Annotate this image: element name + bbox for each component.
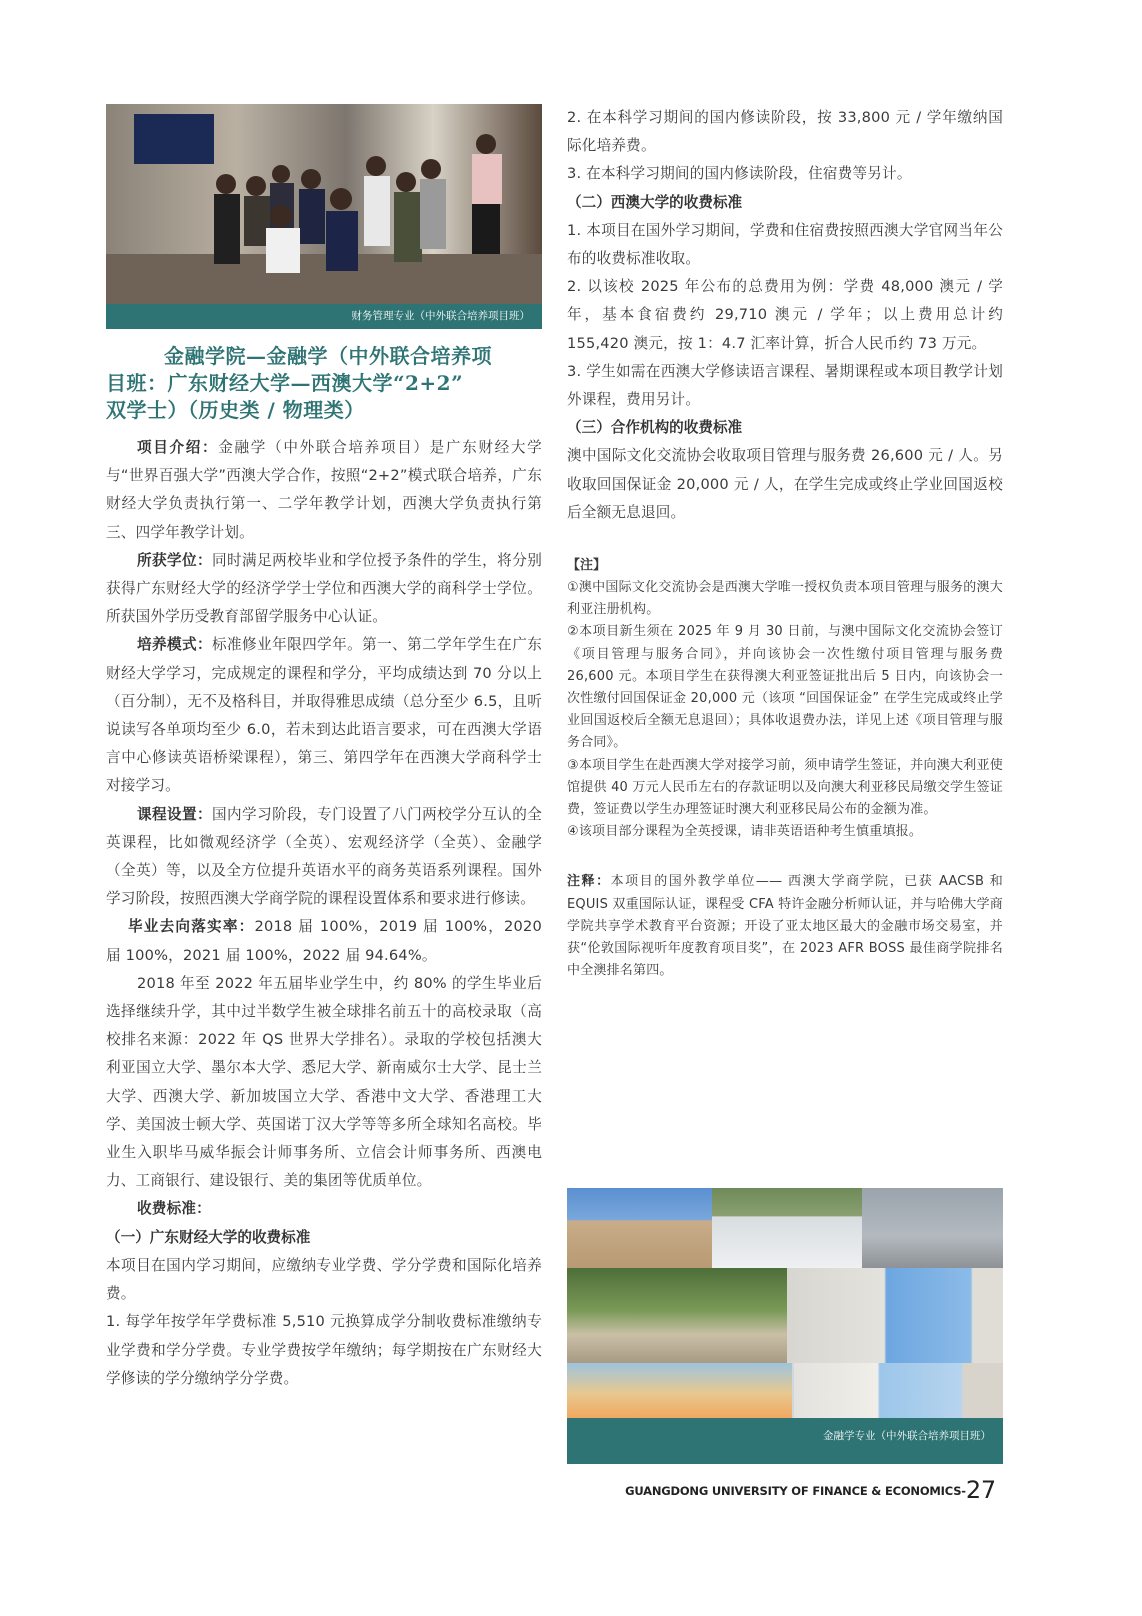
footer-university: GUANGDONG UNIVERSITY OF FINANCE & ECONOMICS [625, 1484, 962, 1498]
collage-classroom-2 [794, 1363, 1003, 1418]
notes-title: 【注】 [567, 558, 607, 574]
fees-uwa-item-3: 3. 学生如需在西澳大学修读语言课程、暑期课程或本项目教学计划外课程，费用另计。 [567, 362, 1003, 409]
mode-text: 标准修业年限四学年。第一、第二学年学生在广东财经大学学习，完成规定的课程和学分，平均成绩达到 70 分以上（百分制），无不及格科目，并取得雅思成绩（总分至少 6.5，且听说读写各单项均至少 6.0，若未到达此语言要求，可在西澳大学语言中心修读英语桥梁课程），第三、第四学年在西澳大学商科学士对接学习。 [106, 636, 542, 795]
title-line-3: 双学士）（历史类 / 物理类） [106, 398, 365, 422]
fees-uwa-heading: （二）西澳大学的收费标准 [567, 193, 743, 211]
title-line-2: 目班：广东财经大学—西澳大学“2+2” [106, 371, 464, 395]
fees-label-text: 收费标准： [137, 1200, 211, 1218]
mode-label: 培养模式： [137, 636, 213, 654]
collage-cyclist [712, 1188, 862, 1268]
employment-label: 毕业去向落实率： [128, 918, 255, 936]
remark-section [567, 871, 1003, 982]
group-photo-illustration [106, 104, 542, 304]
collage-trees [567, 1268, 787, 1363]
collage-clocktower [567, 1188, 712, 1268]
employment-text: 2018 届 100%，2019 届 100%，2020 届 100%，2021 届 100%，2022 届 94.64%。 [106, 918, 542, 964]
graduate-outcomes: 2018 年至 2022 年五届毕业学生中，约 80% 的学生毕业后选择继续升学，其中过半数学生被全球排名前五十的高校录取（高校排名来源：2022 年 QS 世界大学排名）。录取的学校包括澳大利亚国立大学、墨尔本大学、悉尼大学、新南威尔士大学、昆士兰大学、西澳大学、新加坡国立大学、香港中文大学、香港理工大学、美国波士顿大学、英国诺丁汉大学等等多所全球知名高校。毕业生入职毕马威华振会计师事务所、立信会计师事务所、西澳电力、工商银行、建设银行、美的集团等优质单位。 [106, 974, 542, 1190]
fees-gdufe-item-1: 1. 每学年按学年学费标准 5,510 元换算成学分制收费标准缴纳专业学费和学分学费。专业学费按学年缴纳；每学期按在广东财经大学修读的学分缴纳学分学费。 [106, 1313, 542, 1387]
courses-text: 国内学习阶段，专门设置了八门两校学分互认的全英课程，比如微观经济学（全英）、宏观经济学（全英）、金融学（全英）等，以及全方位提升英语水平的商务英语系列课程。国外学习阶段，按照西澳大学商学院的课程设置体系和要求进行修读。 [106, 805, 542, 908]
photo-caption: 财务管理专业（中外联合培养项目班） [351, 310, 530, 322]
fees-uwa-item-1: 1. 本项目在国外学习期间，学费和住宿费按照西澳大学官网当年公布的收费标准收取。 [567, 221, 1003, 268]
fees-gdufe-item-3: 3. 在本科学习期间的国内修读阶段，住宿费等另计。 [567, 165, 912, 183]
remark-paragraph [567, 871, 1003, 982]
degree-text: 同时满足两校毕业和学位授予条件的学生，将分别获得广东财经大学的经济学学士学位和西澳大学的商科学士学位。所获国外学历受教育部留学服务中心认证。 [106, 551, 542, 626]
collage-caption-bar [567, 1418, 1003, 1464]
fees-partner-text: 澳中国际文化交流协会收取项目管理与服务费 26,600 元 / 人。另收取回国保证金 20,000 元 / 人，在学生完成或终止学业回国返校后全额无息退回。 [567, 447, 1003, 521]
photo-caption-bar [106, 304, 542, 329]
training-mode [106, 631, 542, 800]
degree-label: 所获学位： [137, 551, 213, 569]
note-item: ③本项目学生在赴西澳大学对接学习前，须申请学生签证，并向澳大利亚使馆提供 40 万元人民币左右的存款证明以及向澳大利亚移民局缴交学生签证费，签证费以学生办理签证时澳大利亚移民局公布的金额为准。 [567, 757, 1003, 818]
notes-section [567, 555, 1003, 843]
remark-label: 注释： [567, 874, 611, 890]
collage-classroom-1 [787, 1268, 1003, 1363]
campus-collage [567, 1188, 1003, 1464]
collage-caption: 金融学专业（中外联合培养项目班） [823, 1430, 991, 1442]
title-line-1: 金融学院—金融学（中外联合培养项 [164, 344, 492, 368]
right-column [567, 104, 1003, 983]
collage-sunset [567, 1363, 792, 1418]
intro-text: 金融学（中外联合培养项目）是广东财经大学与“世界百强大学”西澳大学合作，按照“2+2”模式联合培养，广东财经大学负责执行第一、二学年教学计划，西澳大学负责执行第三、四学年教学计划。 [106, 439, 542, 541]
intro-label: 项目介绍： [137, 439, 219, 456]
courses-label: 课程设置： [137, 805, 213, 823]
note-item: ②本项目新生须在 2025 年 9 月 30 日前，与澳中国际文化交流协会签订《项目管理与服务合同》，并向该协会一次性缴付项目管理与服务费 26,600 元。本项目学生在获得澳大利亚签证批出后 5 日内，向该协会一次性缴付回国保证金 20,000 元（该项 “回国保证金” 在学生完成或终止学业回国返校后全额无息退回）；具体收退费办法，详见上述《项目管理与服务合同》。 [567, 624, 1003, 751]
program-intro [106, 434, 542, 547]
note-item: ①澳中国际文化交流协会是西澳大学唯一授权负责本项目管理与服务的澳大利亚注册机构。 [567, 580, 1003, 618]
fees-label [106, 1195, 542, 1223]
page-number: 27 [965, 1476, 996, 1504]
page-footer [625, 1476, 996, 1504]
footer-separator: - [961, 1484, 966, 1498]
course-setup [106, 801, 542, 914]
degree-info [106, 547, 542, 632]
fees-partner-heading: （三）合作机构的收费标准 [567, 419, 743, 437]
note-item: ④该项目部分课程为全英授课，请非英语语种考生慎重填报。 [567, 824, 923, 840]
fees-gdufe-intro: 本项目在国内学习期间，应缴纳专业学费、学分学费和国际化培养费。 [106, 1256, 542, 1303]
fees-uwa-item-2: 2. 以该校 2025 年公布的总费用为例：学费 48,000 澳元 / 学年，基本食宿费约 29,710 澳元 / 学年；以上费用总计约 155,420 澳元，按 1：4.7 汇率计算，折合人民币约 73 万元。 [567, 278, 1003, 352]
employment-rate [106, 913, 542, 969]
fees-gdufe-item-2: 2. 在本科学习期间的国内修读阶段，按 33,800 元 / 学年缴纳国际化培养费。 [567, 109, 1003, 155]
program-title [106, 343, 542, 424]
remark-text: 本项目的国外教学单位—— 西澳大学商学院，已获 AACSB 和 EQUIS 双重国际认证，课程受 CFA 特许金融分析师认证，并与哈佛大学商学院共享学术教育平台资源；开设了亚太地区最大的金融市场交易室，并获“伦敦国际视听年度教育项目奖”，在 2023 AFR BOSS 最佳商学院排名中全澳排名第四。 [567, 874, 1004, 979]
left-column [106, 104, 542, 1393]
fees-gdufe-heading: （一）广东财经大学的收费标准 [106, 1228, 311, 1246]
group-photo [106, 104, 542, 304]
collage-building [862, 1188, 1003, 1268]
